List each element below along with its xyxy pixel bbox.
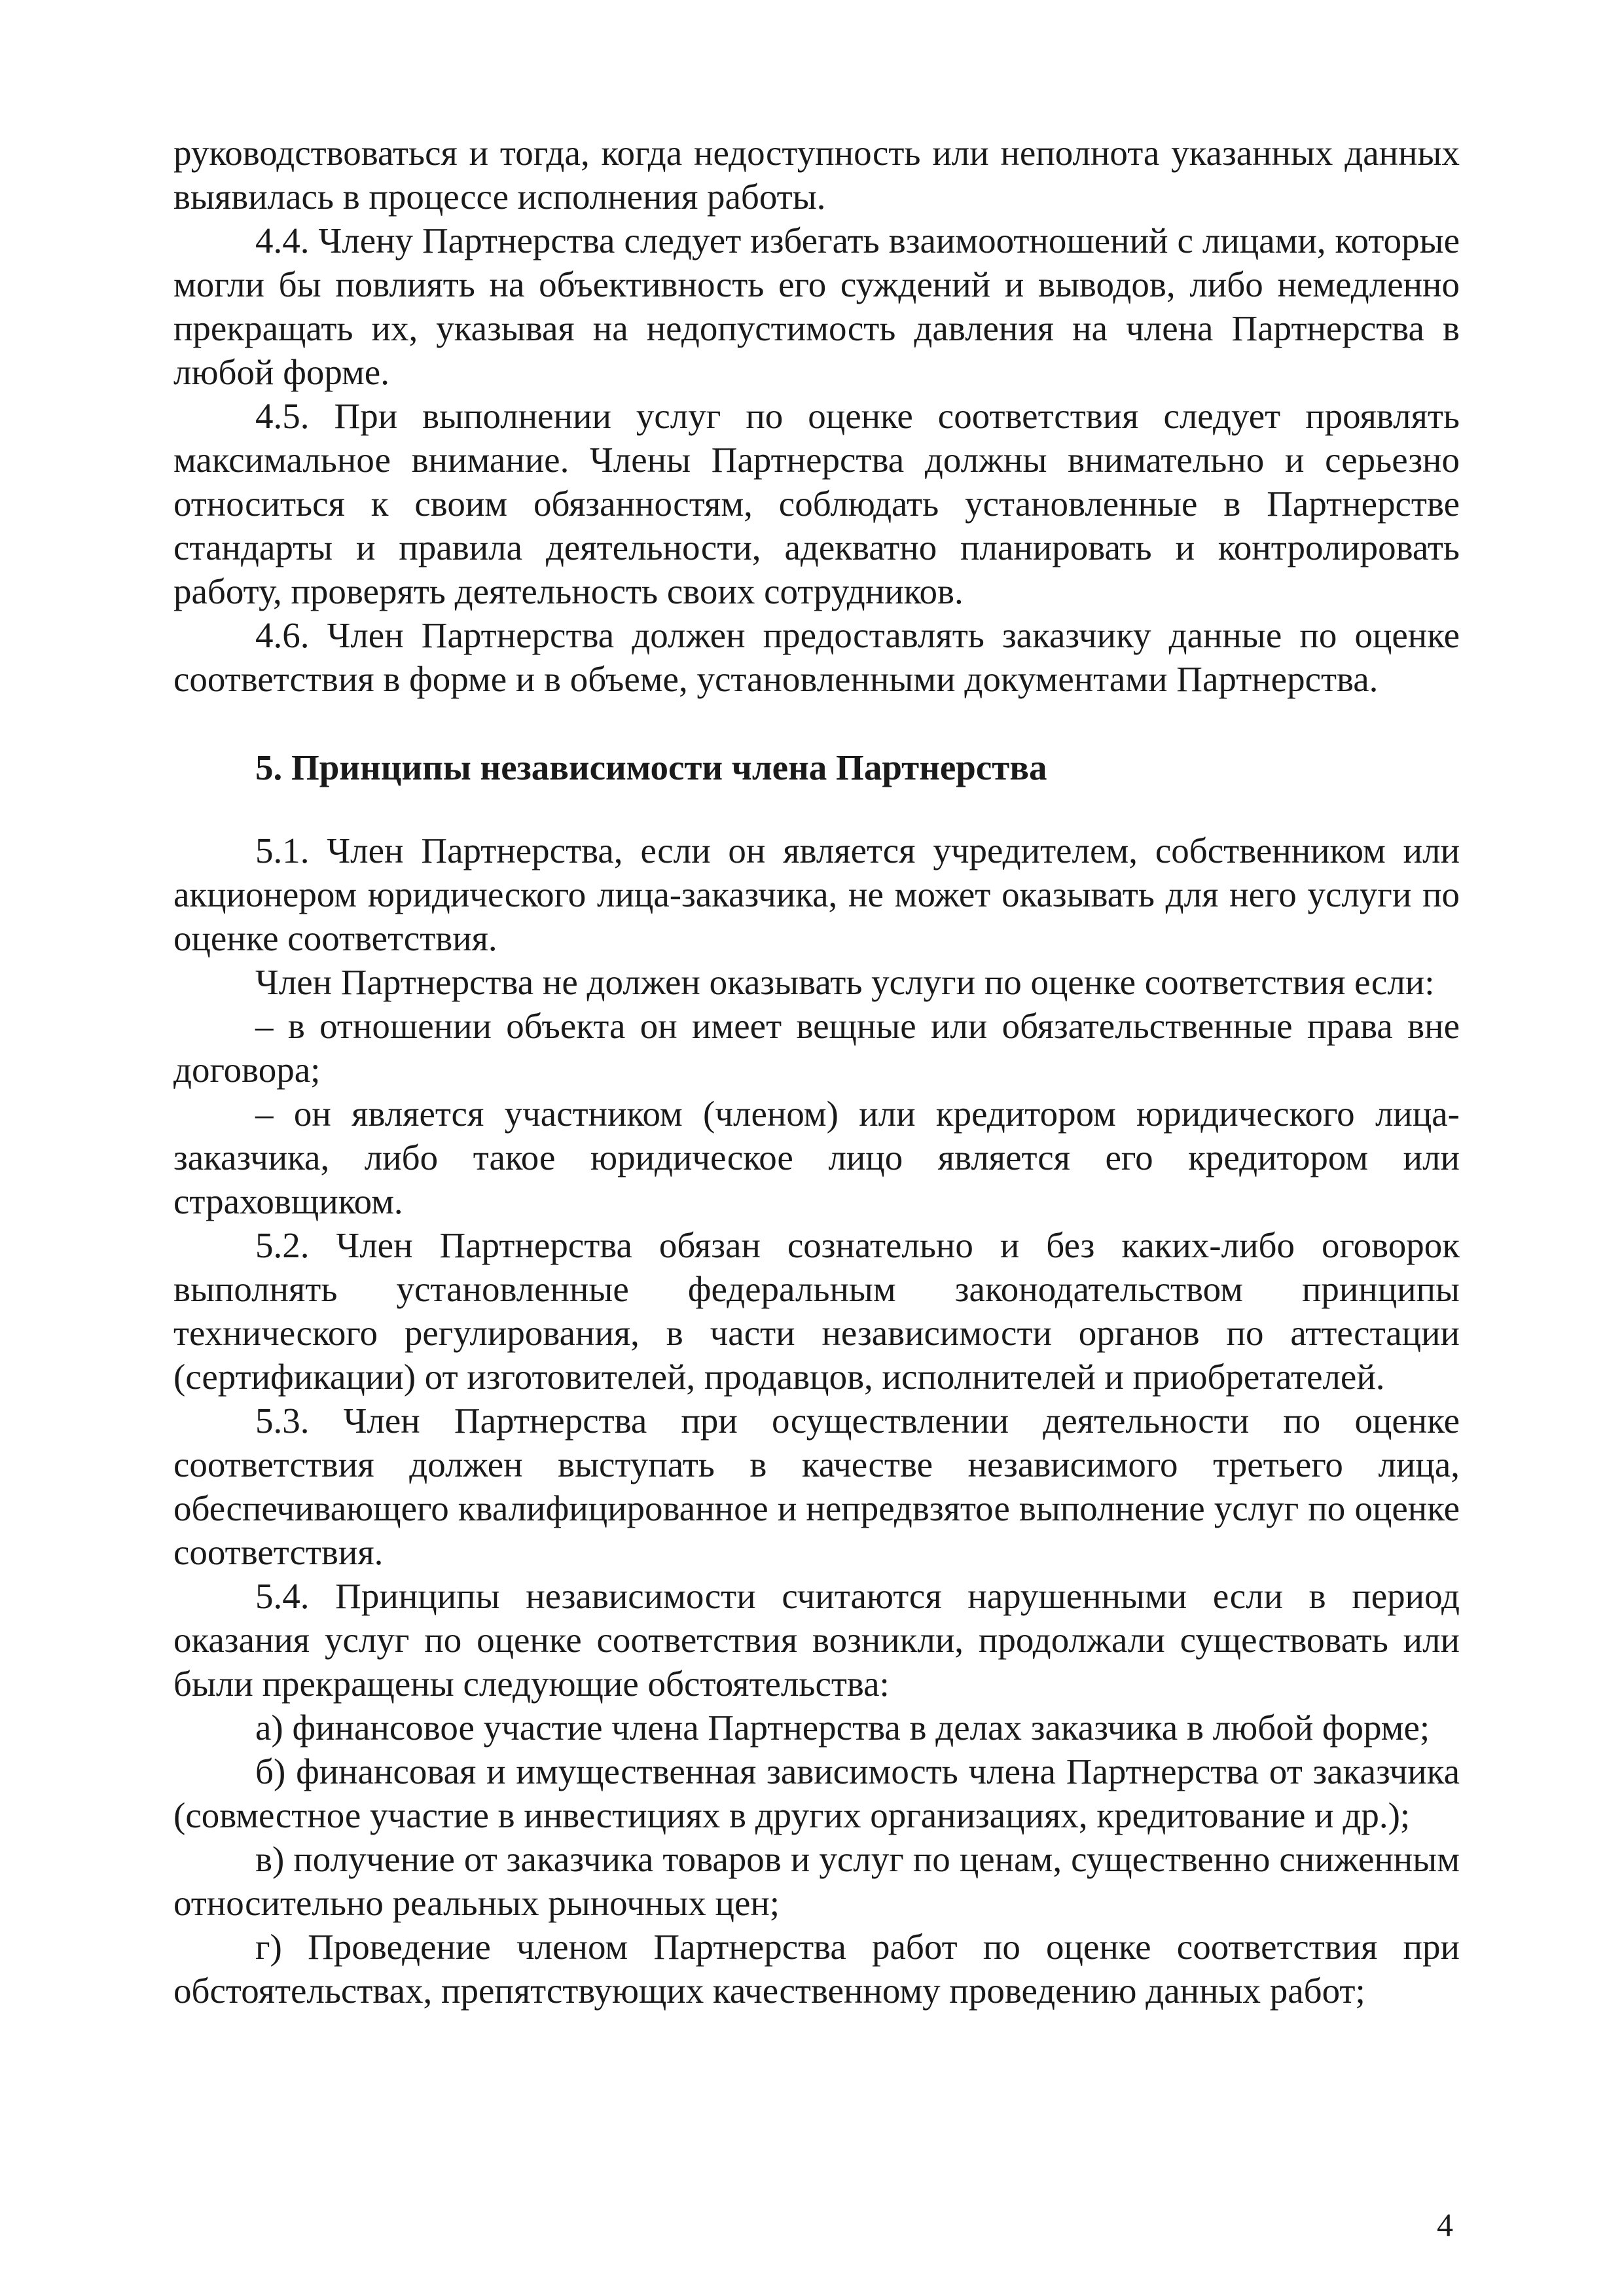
page-number: 4: [1437, 2206, 1453, 2243]
paragraph-4-4: 4.4. Члену Партнерства следует избегать взаимоотношений с лицами, которые могли бы повлиять на объективность его суждений и выводов, либо немедленно прекращать их, указывая на недопустимость давления на члена Партнерства в любой форме.: [173, 221, 1460, 392]
section-heading: 5. Принципы независимости члена Партнерства: [255, 747, 1047, 787]
list-item-dash: – в отношении объекта он имеет вещные или обязательственные права вне договора;: [173, 1006, 1460, 1090]
paragraph-5-4: 5.4. Принципы независимости считаются нарушенными если в период оказания услуг по оценке соответствия возникли, продолжали существовать или были прекращены следующие обстоятельства:: [173, 1576, 1460, 1704]
paragraph-continuation: руководствоваться и тогда, когда недоступность или неполнота указанных данных выявилась в процессе исполнения работы.: [173, 133, 1460, 217]
paragraph-5-2: 5.2. Член Партнерства обязан сознательно и без каких-либо оговорок выполнять установленные федеральным законодательством принципы технического регулирования, в части независимости органов по аттестации (сертификации) от изготовителей, продавцов, исполнителей и приобретателей.: [173, 1225, 1460, 1397]
paragraph-4-6: 4.6. Член Партнерства должен предоставлять заказчику данные по оценке соответствия в форме и в объеме, установленными документами Партнерства.: [173, 615, 1460, 699]
paragraph-5-3: 5.3. Член Партнерства при осуществлении деятельности по оценке соответствия должен выступать в качестве независимого третьего лица, обеспечивающего квалифицированное и непредвзятое выполнение услуг по оценке соответствия.: [173, 1401, 1460, 1572]
paragraph-conditions-intro: Член Партнерства не должен оказывать услуги по оценке соответствия если:: [255, 962, 1435, 1002]
document-page: [173, 131, 1460, 2013]
paragraph-5-1: 5.1. Член Партнерства, если он является учредителем, собственником или акционером юридического лица-заказчика, не может оказывать для него услуги по оценке соответствия.: [173, 831, 1460, 958]
list-item-g: г) Проведение членом Партнерства работ по оценке соответствия при обстоятельствах, препятствующих качественному проведению данных работ;: [173, 1927, 1460, 2011]
list-item-dash: – он является участником (членом) или кредитором юридического лица-заказчика, либо такое юридическое лицо является его кредитором или страховщиком.: [173, 1094, 1460, 1221]
paragraph-4-5: 4.5. При выполнении услуг по оценке соответствия следует проявлять максимальное внимание. Члены Партнерства должны внимательно и серьезно относиться к своим обязанностям, соблюдать установленные в Партнерстве стандарты и правила деятельности, адекватно планировать и контролировать работу, проверять деятельность своих сотрудников.: [173, 396, 1460, 611]
list-item-b: б) финансовая и имущественная зависимость члена Партнерства от заказчика (совместное участие в инвестициях в других организациях, кредитование и др.);: [173, 1751, 1460, 1835]
list-item-a: а) финансовое участие члена Партнерства в делах заказчика в любой форме;: [255, 1708, 1430, 1748]
list-item-v: в) получение от заказчика товаров и услуг по ценам, существенно сниженным относительно реальных рыночных цен;: [173, 1839, 1460, 1923]
